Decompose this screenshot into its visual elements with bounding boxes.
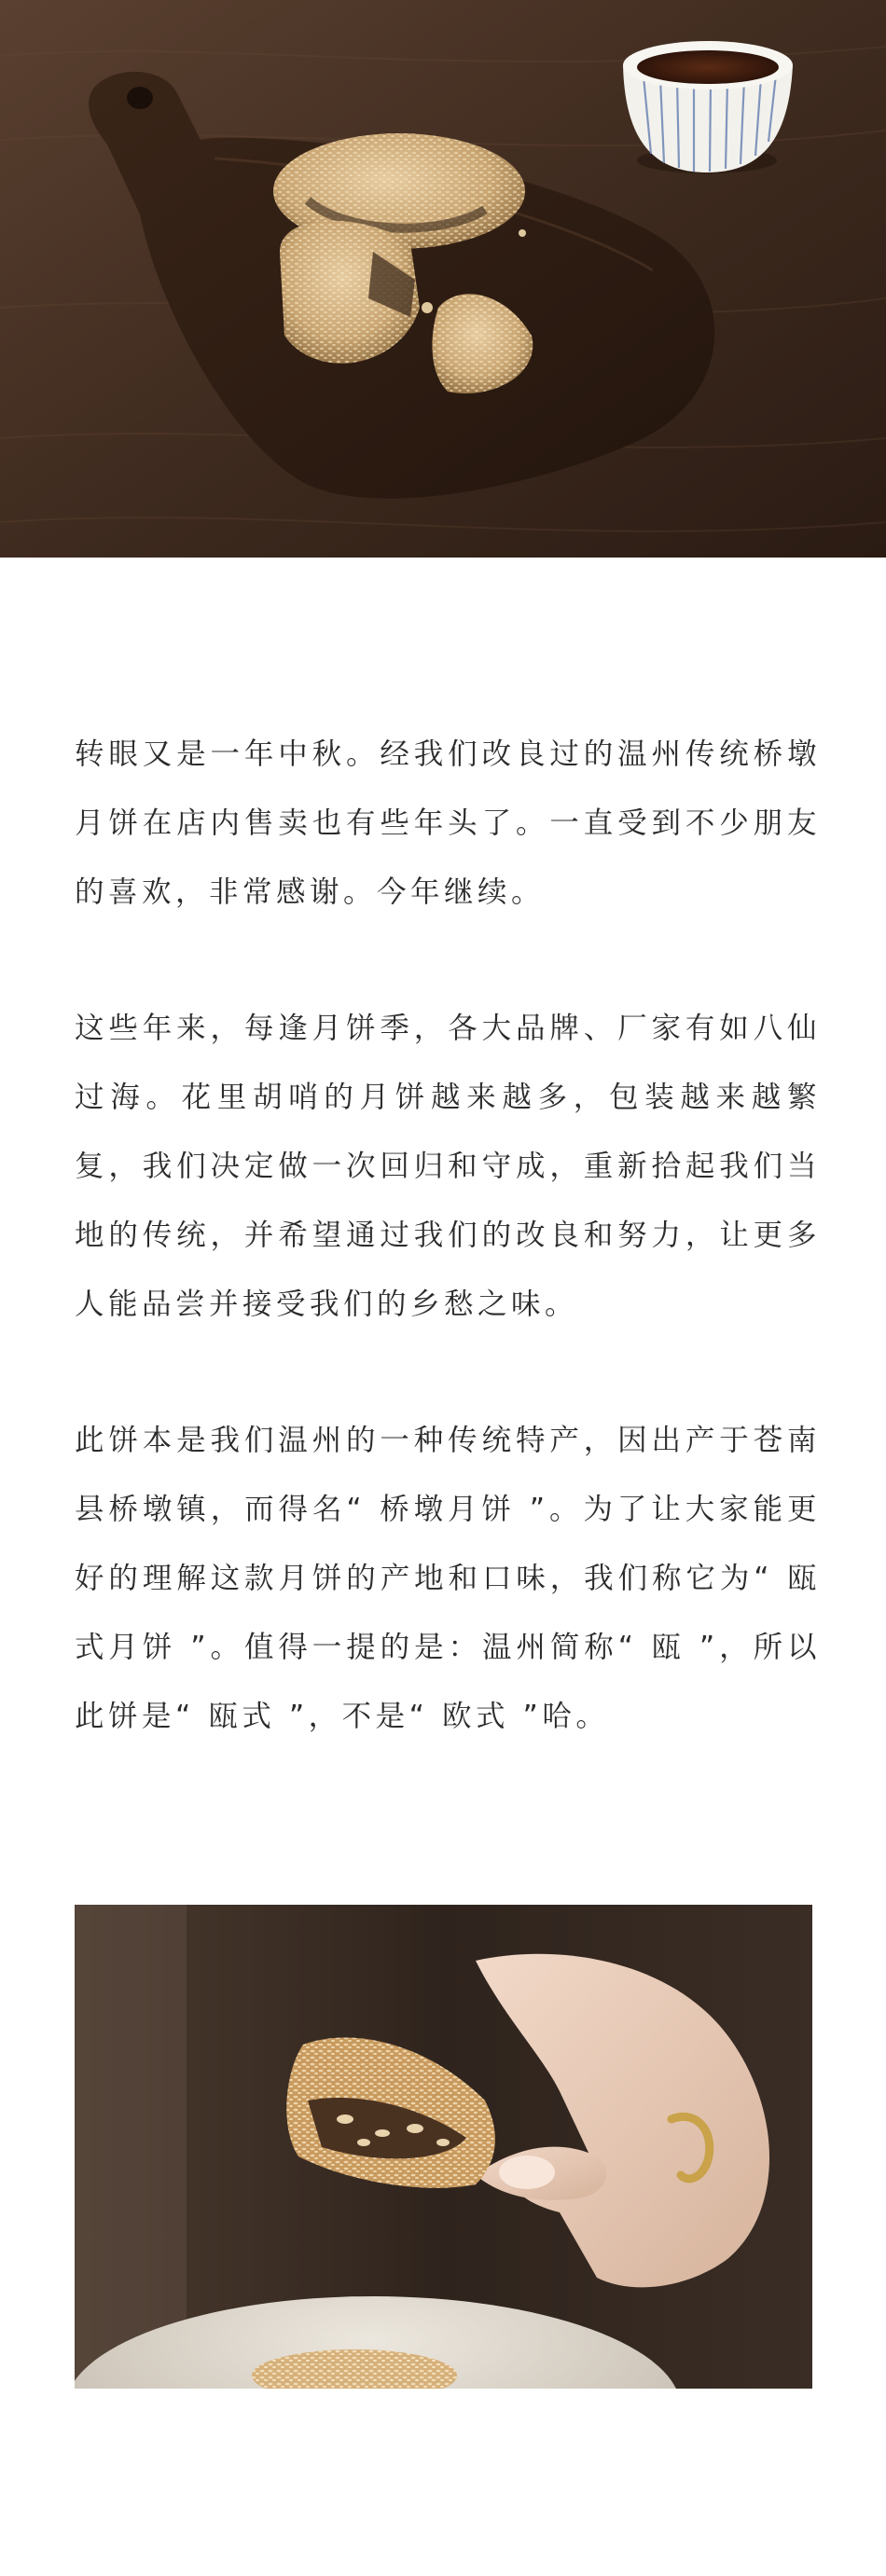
hand-holding-mooncake-icon xyxy=(75,1905,812,2389)
paragraph-origin: 此饼本是我们温州的一种传统特产，因出产于苍南县桥墩镇，而得名“ 桥墩月饼 ”。为了让大家能更好的理解这款月饼的产地和口味，我们称它为“ 瓯式月饼 ”。值得一提的是：温州简称“ 瓯 ”，所以此饼是“ 瓯式 ”，不是“ 欧式 ”哈。 xyxy=(75,1424,821,1733)
hero-photo xyxy=(0,0,886,558)
paragraph-intro: 转眼又是一年中秋。经我们改良过的温州传统桥墩月饼在店内售卖也有些年头了。一直受到不少朋友的喜欢，非常感谢。今年继续。 xyxy=(75,737,821,909)
article-body xyxy=(75,720,821,1751)
second-photo xyxy=(75,1905,812,2389)
mooncakes-on-wooden-board-icon xyxy=(0,0,886,558)
paragraph-tradition: 这些年来，每逢月饼季，各大品牌、厂家有如八仙过海。花里胡哨的月饼越来越多，包装越来越繁复，我们决定做一次回归和守成，重新拾起我们当地的传统，并希望通过我们的改良和努力，让更多人能品尝并接受我们的乡愁之味。 xyxy=(75,1012,821,1321)
